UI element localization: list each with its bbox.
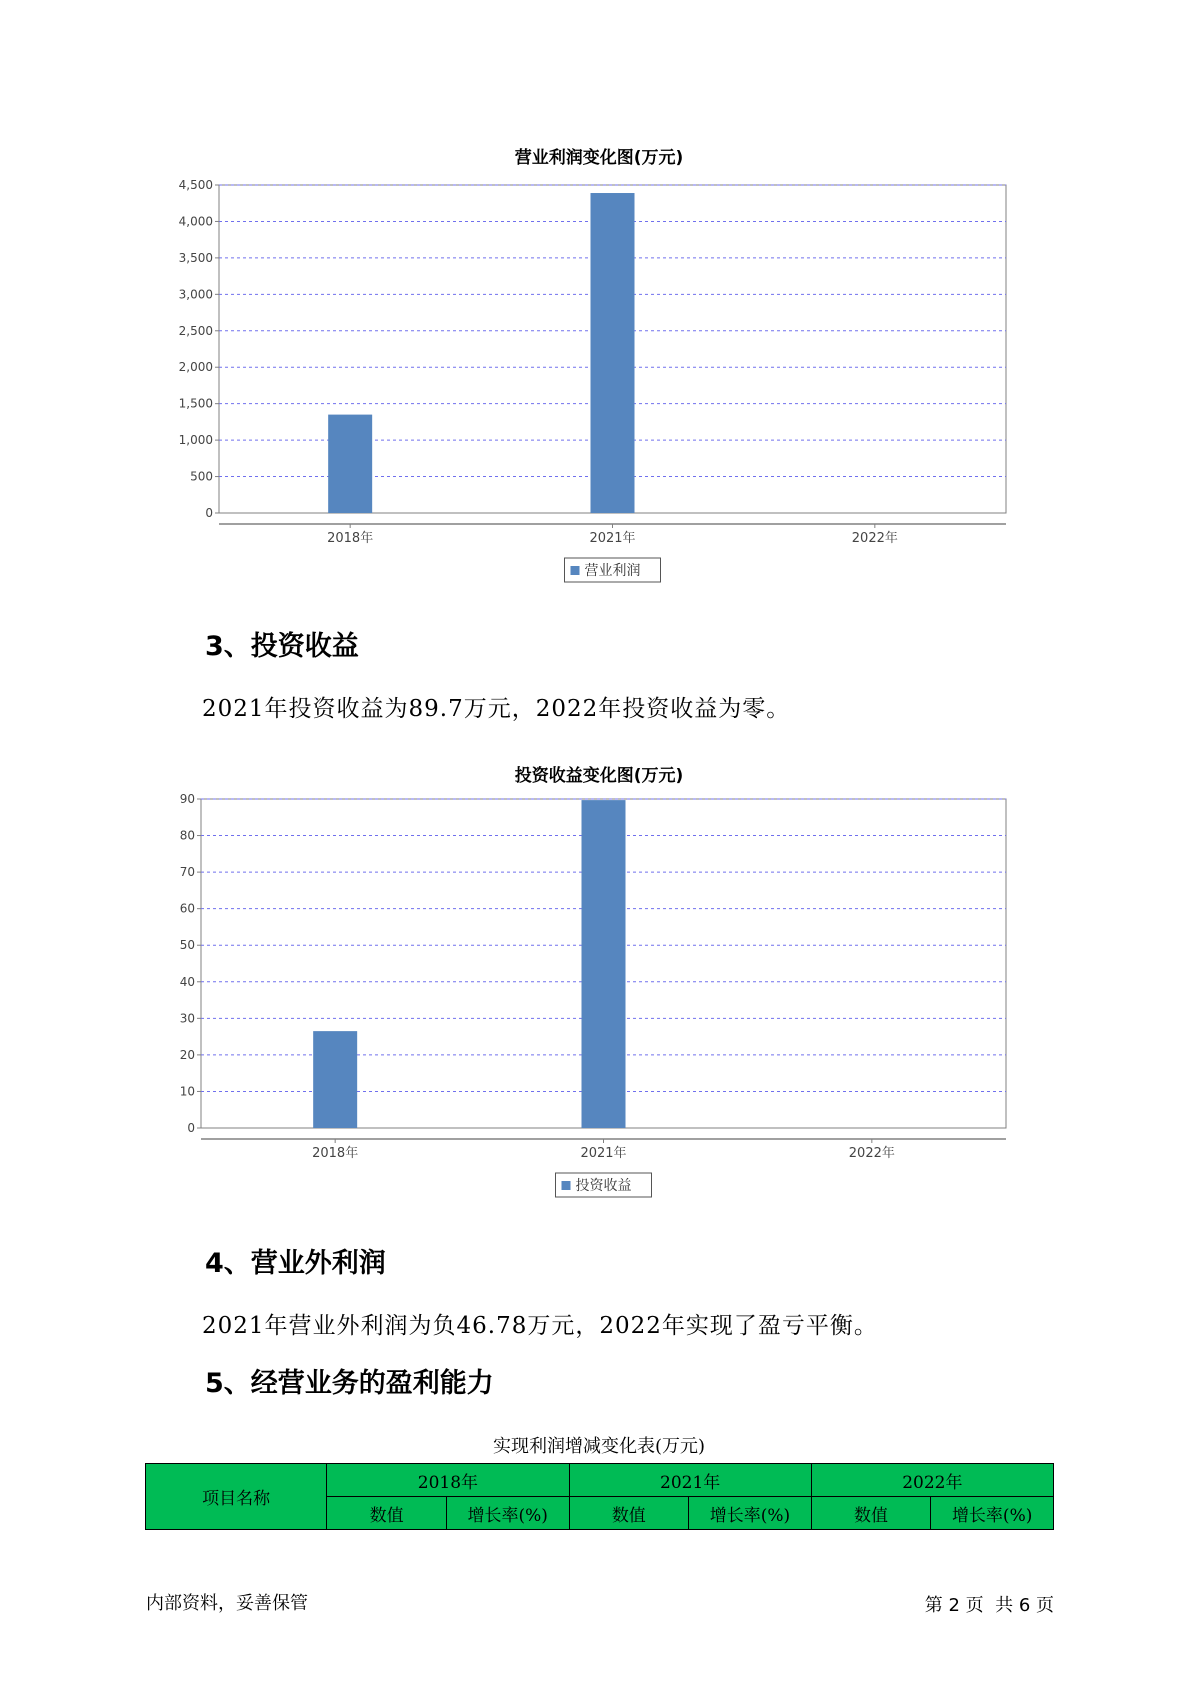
y-tick-label: 500 [190, 469, 213, 484]
growth-header: 增长率(%) [446, 1497, 569, 1530]
y-tick-label: 10 [179, 1084, 195, 1099]
y-tick-label: 1,000 [178, 433, 213, 448]
year-header-2018: 2018年 [327, 1464, 569, 1497]
table-caption: 实现利润增减变化表(万元) [492, 1436, 706, 1457]
section3-text: 2021年投资收益为89.7万元，2022年投资收益为零。 [202, 696, 791, 722]
y-tick-label: 0 [187, 1121, 195, 1135]
value-header: 数值 [569, 1497, 689, 1530]
y-tick-label: 0 [205, 506, 213, 520]
bar-2018年 [313, 1031, 357, 1128]
y-tick-label: 3,500 [178, 250, 213, 265]
y-tick-label: 2,500 [178, 323, 213, 338]
legend-label: 营业利润 [584, 563, 641, 579]
value-header: 数值 [327, 1497, 447, 1530]
y-tick-label: 40 [179, 974, 195, 989]
chart2-title: 投资收益变化图(万元) [514, 766, 684, 786]
y-tick-label: 80 [179, 828, 195, 843]
y-tick-label: 2,000 [178, 360, 213, 375]
section3-heading: 3、投资收益 [205, 631, 359, 662]
y-tick-label: 90 [179, 792, 195, 806]
x-tick-label: 2021年 [580, 1146, 627, 1161]
y-tick-label: 1,500 [178, 396, 213, 411]
growth-header: 增长率(%) [689, 1497, 812, 1530]
x-tick-label: 2022年 [851, 531, 898, 546]
section5-heading: 5、经营业务的盈利能力 [205, 1368, 494, 1399]
legend-label: 投资收益 [575, 1178, 632, 1194]
x-tick-label: 2022年 [848, 1146, 895, 1161]
footer-confidential: 内部资料，妥善保管 [146, 1593, 308, 1614]
footer-page-number: 第 2 页 共 6 页 [924, 1595, 1054, 1616]
y-tick-label: 30 [179, 1011, 195, 1026]
y-tick-label: 70 [179, 865, 195, 880]
section4-heading: 4、营业外利润 [205, 1248, 386, 1279]
item-name-header: 项目名称 [146, 1464, 327, 1530]
growth-header: 增长率(%) [931, 1497, 1054, 1530]
year-header-2021: 2021年 [569, 1464, 811, 1497]
year-header-2022: 2022年 [811, 1464, 1053, 1497]
x-tick-label: 2021年 [589, 531, 636, 546]
y-tick-label: 4,000 [178, 214, 213, 229]
profit-change-table [145, 1463, 1054, 1530]
section4-text: 2021年营业外利润为负46.78万元，2022年实现了盈亏平衡。 [202, 1313, 878, 1339]
y-tick-label: 60 [179, 901, 195, 916]
y-tick-label: 4,500 [178, 178, 213, 192]
y-tick-label: 20 [179, 1047, 195, 1062]
y-tick-label: 3,000 [178, 287, 213, 302]
value-header: 数值 [811, 1497, 931, 1530]
legend-swatch [562, 1181, 571, 1190]
y-tick-label: 50 [179, 938, 195, 953]
x-tick-label: 2018年 [312, 1146, 359, 1161]
chart1-title: 营业利润变化图(万元) [514, 148, 684, 168]
x-tick-label: 2018年 [327, 531, 374, 546]
bar-2021年 [582, 800, 626, 1128]
